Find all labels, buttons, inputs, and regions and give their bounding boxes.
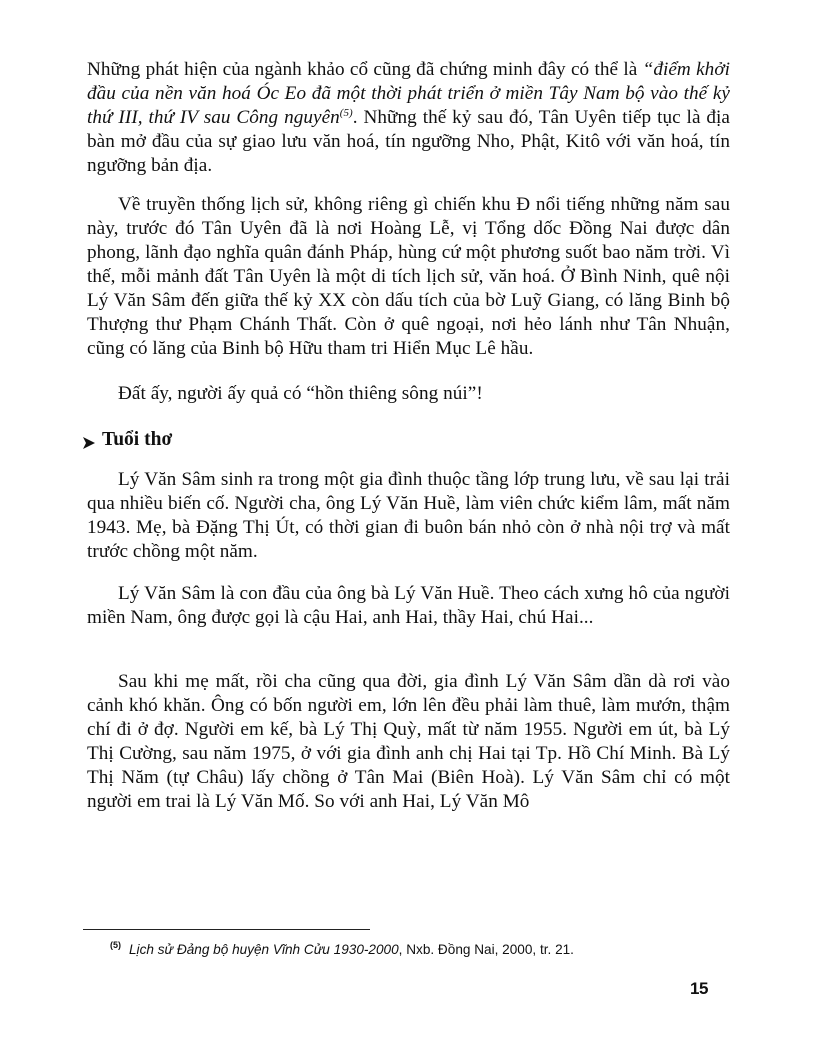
paragraph-archaeology <box>87 58 730 178</box>
section-title: Tuổi thơ <box>102 429 173 450</box>
paragraph-text: Những phát hiện của ngành khảo cổ cũng đã chứng minh đây có thể là <box>87 59 643 80</box>
quote-italic: “điểm khởi đầu của nền văn hoá Óc Eo đã một thời phát triển ở miền Tây Nam bộ vào thế kỷ thứ III, thứ IV sau Công nguyên <box>87 59 730 128</box>
paragraph-history: Về truyền thống lịch sử, không riêng gì chiến khu Đ nổi tiếng những năm sau này, trước đó Tân Uyên đã là nơi Hoàng Lễ, vị Tổng dốc Đồng Nai được dân phong, lãnh đạo nghĩa quân đánh Pháp, hùng cứ một phương suốt bao năm trời. Vì thế, mỗi mảnh đất Tân Uyên là một di tích lịch sử, văn hoá. Ở Bình Ninh, quê nội Lý Văn Sâm đến giữa thế kỷ XX còn dấu tích của bờ Luỹ Giang, có lăng Binh bộ Thượng thư Phạm Chánh Thất. Còn ở quê ngoại, nơi hẻo lánh như Tân Nhuận, cũng có lăng của Binh bộ Hữu tham tri Hiển Mục Lê hầu. <box>87 194 730 359</box>
section-heading <box>82 428 730 452</box>
page-number: 15 <box>690 979 708 998</box>
footnote <box>110 940 574 960</box>
footnote-source-details: , Nxb. Đồng Nai, 2000, tr. 21. <box>398 942 574 957</box>
paragraph-siblings: Sau khi mẹ mất, rồi cha cũng qua đời, gia đình Lý Văn Sâm dần dà rơi vào cảnh khó khăn. Ông có bốn người em, lớn lên đều phải làm thuê, làm mướn, thậm chí đi ở đợ. Người em kế, bà Lý Thị Quỳ, mất từ năm 1955. Người em út, bà Lý Thị Cường, sau năm 1975, ở với gia đình anh chị Hai tại Tp. Hồ Chí Minh. Bà Lý Thị Năm (tự Châu) lấy chồng ở Tân Mai (Biên Hoà). Lý Văn Sâm chỉ có một người em trai là Lý Văn Mố. So với anh Hai, Lý Văn Mô <box>87 671 730 812</box>
footnote-divider <box>83 929 370 930</box>
footnote-source-title: Lịch sử Đảng bộ huyện Vĩnh Cửu 1930-2000 <box>129 942 399 957</box>
footnote-mark: (5) <box>110 940 121 950</box>
paragraph-eldest-son: Lý Văn Sâm là con đầu của ông bà Lý Văn Huề. Theo cách xưng hô của người miền Nam, ông được gọi là cậu Hai, anh Hai, thầy Hai, chú Hai... <box>87 583 730 628</box>
arrow-right-icon <box>82 433 96 447</box>
paragraph-birth: Lý Văn Sâm sinh ra trong một gia đình thuộc tầng lớp trung lưu, về sau lại trải qua nhiều biến cố. Người cha, ông Lý Văn Huề, làm viên chức kiểm lâm, mất năm 1943. Mẹ, bà Đặng Thị Út, có thời gian đi buôn bán nhỏ còn ở nhà nội trợ và mất trước chồng một năm. <box>87 469 730 562</box>
footnote-reference: (5) <box>339 107 353 119</box>
paragraph-land: Đất ấy, người ấy quả có “hồn thiêng sông núi”! <box>118 383 483 404</box>
paragraph-text: . Những thế kỷ sau đó, Tân Uyên tiếp tục là địa bàn mở đầu của sự giao lưu văn hoá, tín ngưỡng Nho, Phật, Kitô với văn hoá, tín ngưỡng bản địa. <box>87 107 730 176</box>
page-body <box>87 58 730 814</box>
